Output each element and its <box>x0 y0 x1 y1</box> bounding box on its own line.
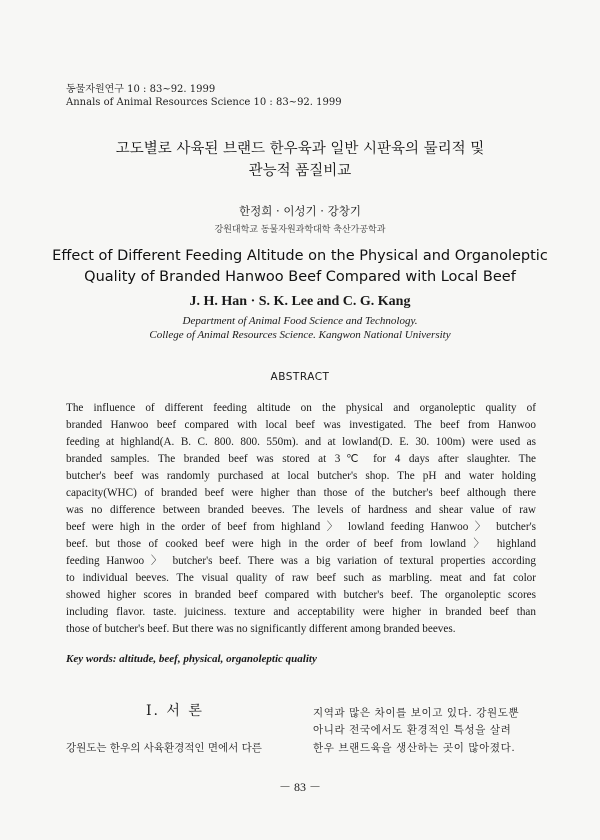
korean-title-line2: 관능적 품질비교 <box>248 163 352 179</box>
abstract-line: those of butcher's beef. But there was no significantly different among branded beeves. <box>66 623 456 635</box>
abstract-line: including flavor. taste. juiciness. texture and acceptability were higher in branded beef than <box>66 606 536 618</box>
english-affiliation-line1: Department of Animal Food Science and Technology. <box>182 315 418 327</box>
abstract-line: branded samples. The branded beef was stored at 3℃ for 4 days after slaughter. The <box>66 453 536 465</box>
english-affiliation-line2: College of Animal Resources Science. Kangwon National University <box>149 329 451 341</box>
intro-right-column-line: 한우 브랜드육을 생산하는 곳이 많아졌다. <box>313 742 516 754</box>
intro-right-column-line: 지역과 많은 차이를 보이고 있다. 강원도뿐 <box>313 707 520 719</box>
english-title-line2: Quality of Branded Hanwoo Beef Compared with Local Beef <box>84 269 516 285</box>
korean-authors: 한정희 · 이성기 · 강창기 <box>239 204 361 218</box>
abstract-line: showed higher scores in branded beef compared with butcher's beef. The organoleptic scores <box>66 589 536 601</box>
page-number: － 83 － <box>278 780 321 794</box>
abstract-line: was no difference between branded beeves. The levels of hardness and shear value of raw <box>66 504 536 516</box>
intro-left-column-line: 강원도는 한우의 사육환경적인 면에서 다른 <box>66 742 262 754</box>
abstract-line: butcher's beef was randomly purchased at local butcher's shop. The pH and water holding <box>66 470 536 482</box>
abstract-line: to individual beeves. The visual quality of raw beef such as marbling. meat and fat color <box>66 572 536 584</box>
keywords: Key words: altitude, beef, physical, organoleptic quality <box>66 653 317 665</box>
intro-right-column-line: 아니라 전국에서도 환경적인 특성을 살려 <box>313 724 512 736</box>
english-authors: J. H. Han · S. K. Lee and C. G. Kang <box>189 294 411 309</box>
abstract-line: The influence of different feeding altitude on the physical and organoleptic quality of <box>66 402 536 414</box>
abstract-line: beef were high in the order of beef from highland 〉 lowland feeding Hanwoo 〉 butcher's <box>66 521 536 533</box>
abstract-line: capacity(WHC) of branded beef were higher than those of the butcher's beef although there <box>66 487 536 499</box>
abstract-heading: ABSTRACT <box>270 371 330 383</box>
journal-citation-korean: 동물자원연구 10 : 83~92. 1999 <box>66 84 216 95</box>
section-heading-introduction: Ⅰ. 서 론 <box>146 703 204 719</box>
abstract-line: feeding Hanwoo 〉 butcher's beef. There was a big variation of textural properties according <box>66 555 536 567</box>
abstract-line: beef. but those of cooked beef were high in the order of beef from lowland 〉 highland <box>66 538 536 550</box>
english-title-line1: Effect of Different Feeding Altitude on the Physical and Organoleptic <box>52 248 548 264</box>
abstract-line: branded Hanwoo beef compared with local beef was investigated. The beef from Hanwoo <box>66 419 536 431</box>
journal-citation-english: Annals of Animal Resources Science 10 : 83~92. 1999 <box>66 97 342 108</box>
abstract-line: feeding at highland(A. B. C. 800. 800. 550m). and at lowland(D. E. 30. 100m) were used as <box>66 436 536 448</box>
korean-affiliation: 강원대학교 동물자원과학대학 축산가공학과 <box>214 225 386 235</box>
korean-title-line1: 고도별로 사육된 브랜드 한우육과 일반 시판육의 물리적 및 <box>115 141 485 157</box>
